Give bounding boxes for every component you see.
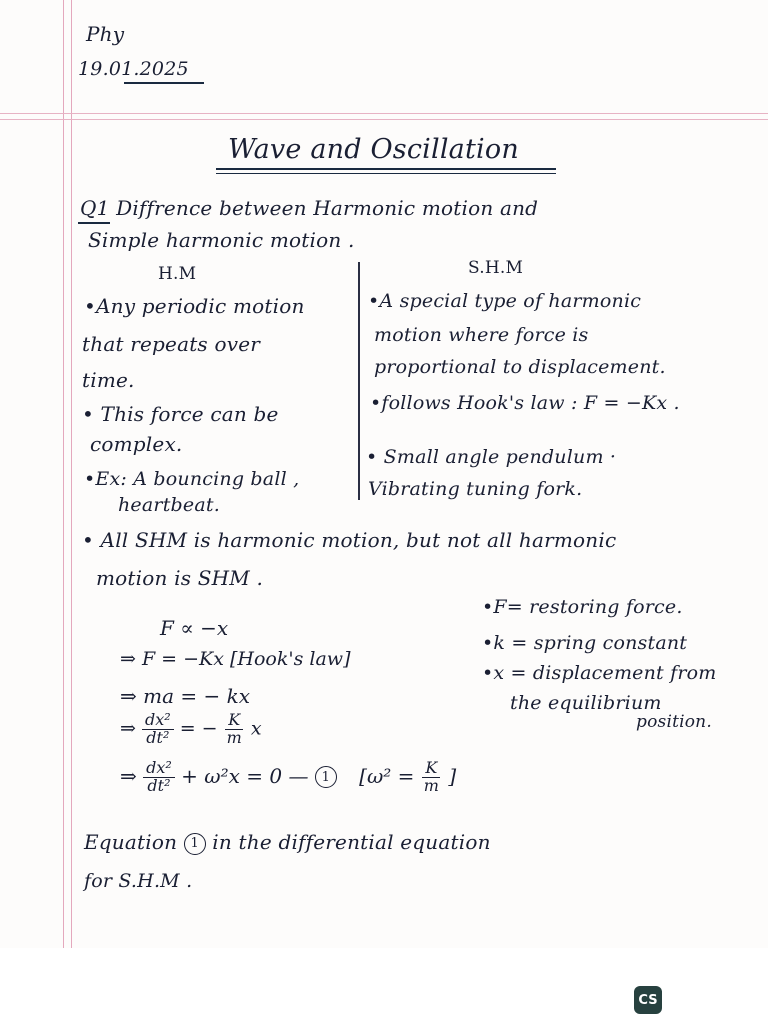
conclusion-text: in the differential equation: [212, 830, 491, 854]
acceleration-equation: [120, 712, 262, 747]
fraction: [142, 712, 174, 747]
conclusion-prefix: Equation: [84, 830, 178, 854]
header-rule: [0, 119, 768, 120]
fraction: [143, 760, 175, 795]
shm-differential-equation: [120, 760, 456, 795]
fraction-numerator: K: [422, 760, 440, 778]
hm-point: • This force can be: [82, 402, 279, 426]
conclusion-line: for S.H.M .: [84, 870, 193, 892]
title-underline: [216, 173, 556, 174]
implies-arrow: ⇒: [120, 717, 136, 740]
date-underline: [124, 82, 204, 84]
newton-equation: ⇒ ma = − kx: [120, 684, 250, 708]
fraction-denominator: m: [423, 775, 439, 795]
question-line: Simple harmonic motion .: [88, 228, 355, 252]
margin-line: [71, 0, 72, 948]
equation-variable: x: [250, 717, 262, 740]
logo-text: CS: [638, 992, 658, 1008]
equation-operator: = −: [179, 717, 218, 740]
fraction-numerator: K: [225, 712, 243, 730]
shm-point: • Small angle pendulum ·: [366, 446, 617, 468]
question-line: Q1 Diffrence between Harmonic motion and: [80, 196, 539, 220]
summary-line: motion is SHM .: [96, 566, 264, 590]
omega-definition-close: ]: [448, 763, 457, 788]
hookes-law-equation: ⇒ F = −Kx [Hook's law]: [120, 648, 351, 670]
margin-line: [63, 0, 64, 948]
implies-arrow: ⇒: [120, 763, 137, 788]
fraction-numerator: dx²: [143, 760, 175, 778]
subject-label: Phy: [86, 22, 125, 46]
omega-definition: [ω² =: [359, 763, 415, 788]
hm-point: time.: [82, 368, 135, 392]
equation-number-circle: 1: [315, 766, 337, 788]
note-item: •x = displacement from: [482, 662, 717, 684]
hm-point: heartbeat.: [118, 494, 220, 516]
hm-point: •Ex: A bouncing ball ,: [84, 468, 300, 490]
proportionality-equation: F ∝ −x: [160, 616, 229, 640]
hm-point: that repeats over: [82, 332, 260, 356]
fraction-denominator: m: [226, 727, 242, 747]
hm-point: •Any periodic motion: [84, 294, 305, 318]
shm-point: •follows Hook's law : F = −Kx .: [370, 392, 680, 414]
fraction-denominator: dt²: [147, 775, 171, 795]
equation-number-circle: 1: [184, 833, 206, 855]
header-rule: [0, 113, 768, 114]
conclusion-line: [84, 830, 491, 855]
shm-point: •A special type of harmonic: [368, 290, 642, 312]
fraction: [421, 760, 442, 795]
camscanner-logo: [634, 986, 662, 1014]
shm-point: motion where force is: [374, 324, 589, 346]
hm-heading: H.M: [158, 264, 197, 284]
shm-point: proportional to displacement.: [374, 356, 666, 378]
hm-point: complex.: [90, 432, 183, 456]
fraction-numerator: dx²: [142, 712, 174, 730]
note-item: position.: [636, 712, 712, 732]
note-item: •F= restoring force.: [482, 596, 683, 618]
shm-heading: S.H.M: [468, 258, 524, 278]
note-item: the equilibrium: [510, 692, 662, 714]
fraction-denominator: dt²: [146, 727, 170, 747]
question-number-underline: [78, 222, 110, 224]
equation-body: + ω²x = 0 —: [181, 763, 309, 788]
page-title: Wave and Oscillation: [228, 134, 519, 165]
shm-point: Vibrating tuning fork.: [368, 478, 583, 500]
title-underline: [216, 168, 556, 170]
column-divider: [358, 262, 360, 500]
date-label: 19.01.2025: [78, 58, 189, 80]
summary-line: • All SHM is harmonic motion, but not all harmonic: [82, 528, 617, 552]
fraction: [224, 712, 245, 747]
note-item: •k = spring constant: [482, 632, 688, 654]
